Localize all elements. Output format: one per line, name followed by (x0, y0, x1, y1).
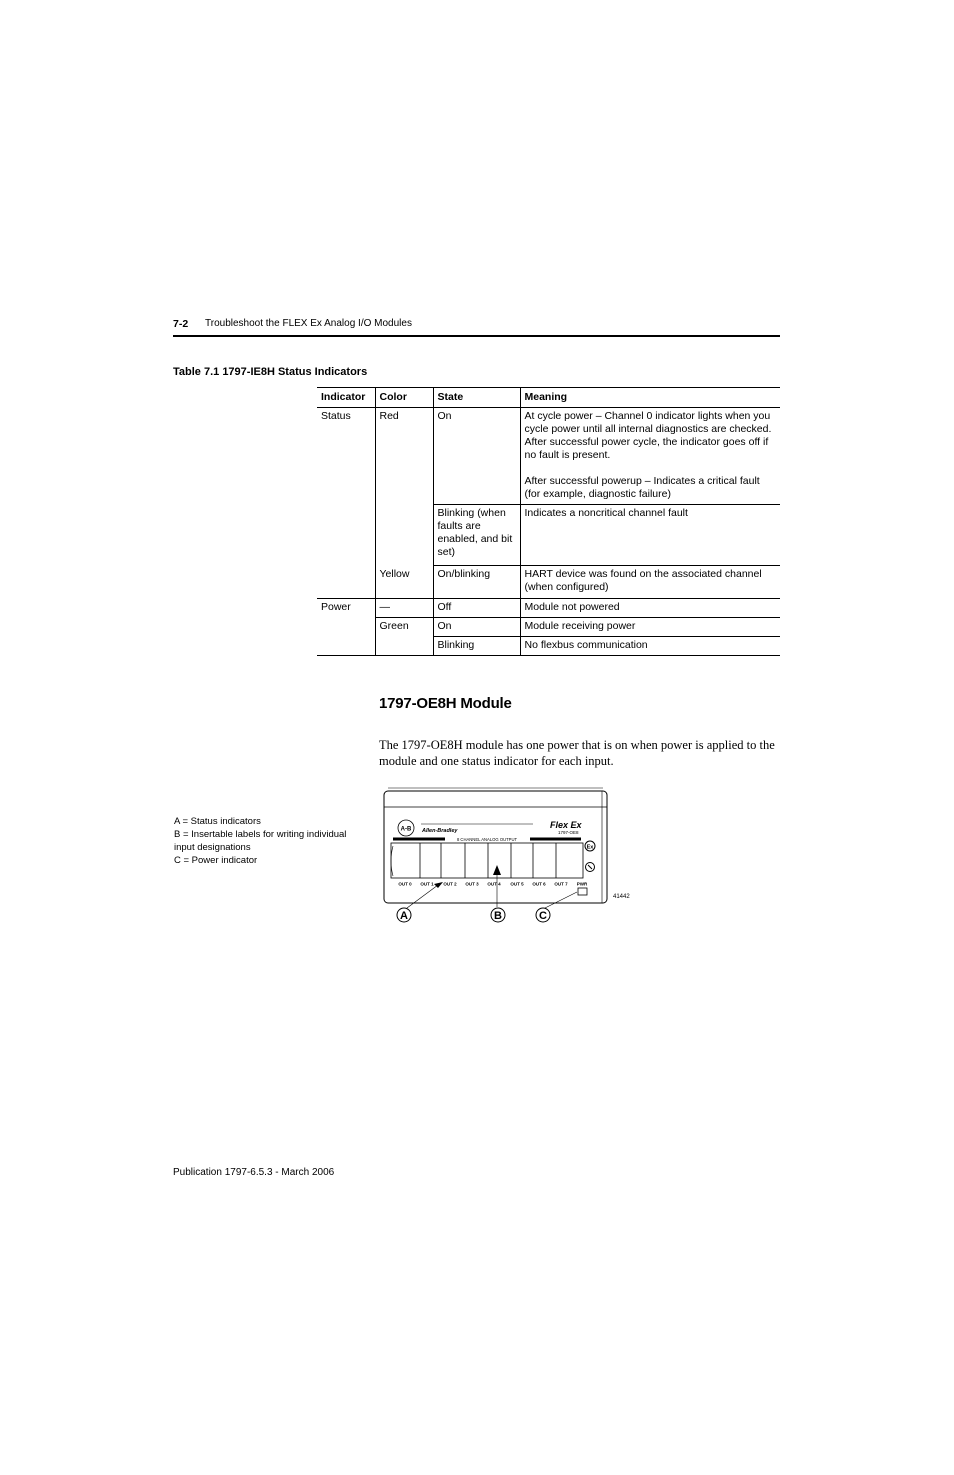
table-header-row (317, 388, 780, 408)
status-indicators-table (317, 387, 780, 656)
svg-text:A: A (400, 910, 408, 922)
page-number: 7-2 (173, 318, 189, 330)
channel-label: OUT 7 (554, 881, 568, 887)
state-cell: On/blinking (433, 566, 520, 599)
chapter-title: Troubleshoot the FLEX Ex Analog I/O Modules (205, 318, 412, 329)
meaning-cell: HART device was found on the associated channel (when configured) (520, 566, 780, 599)
channel-label: OUT 5 (510, 881, 524, 887)
svg-text:C: C (539, 910, 547, 922)
callout-b (491, 908, 505, 922)
publication-footer: Publication 1797-6.5.3 - March 2006 (173, 1167, 335, 1178)
channel-label: OUT 4 (487, 881, 501, 887)
color-cell: — (375, 599, 433, 618)
meaning-cell: Indicates a noncritical channel fault (520, 505, 780, 566)
catalog-number: 1797-OE8 (558, 830, 579, 835)
meaning-text: At cycle power – Channel 0 indicator lights when you cycle power until all internal diagnostics are checked. After successful power cycle, the indicator goes off if no fault is present. (524, 410, 772, 461)
state-cell: On (433, 408, 520, 505)
section-heading: 1797-OE8H Module (379, 695, 512, 712)
channel-label: OUT 0 (398, 881, 412, 887)
channel-label: OUT 6 (532, 881, 546, 887)
module-figure (383, 786, 643, 931)
table-row (317, 618, 780, 637)
callout-a (397, 908, 411, 922)
brand-text: Allen-Bradley (422, 828, 458, 834)
legend-item: A = Status indicators (174, 816, 261, 827)
brand-badge-text: A-B (400, 826, 412, 833)
column-header: Indicator (317, 388, 375, 408)
table-caption: Table 7.1 1797-IE8H Status Indicators (173, 366, 368, 378)
meaning-cell: No flexbus communication (520, 637, 780, 656)
state-cell: Blinking (433, 637, 520, 656)
state-cell: On (433, 618, 520, 637)
header-rule (173, 335, 780, 337)
callout-c (536, 908, 550, 922)
figure-legend (174, 815, 369, 867)
meaning-cell: Module receiving power (520, 618, 780, 637)
state-cell: Blinking (when faults are enabled, and bit set) (433, 505, 520, 566)
legend-item: C = Power indicator (174, 855, 258, 866)
table-row (317, 408, 780, 505)
state-cell: Off (433, 599, 520, 618)
color-cell: Red (375, 408, 433, 566)
channel-label: OUT 2 (443, 881, 457, 887)
section-body: The 1797-OE8H module has one power that is on when power is applied to the module and one status indicator for each input. (379, 738, 775, 768)
meaning-cell (520, 408, 780, 505)
channel-label: OUT 3 (465, 881, 479, 887)
module-title: 8 CHANNEL ANALOG OUTPUT (456, 837, 518, 842)
svg-text:B: B (494, 910, 502, 922)
column-header: Color (375, 388, 433, 408)
table-row (317, 566, 780, 599)
power-label: PWR (576, 881, 588, 887)
color-cell: Yellow (375, 566, 433, 599)
table-row (317, 599, 780, 618)
meaning-text: After successful powerup – Indicates a critical fault (for example, diagnostic failure) (524, 475, 760, 500)
indicator-cell: Power (317, 599, 375, 656)
column-header: State (433, 388, 520, 408)
channel-label: OUT 1 (420, 881, 434, 887)
power-indicator-led (578, 888, 587, 895)
product-logo: Flex Ex (550, 820, 582, 830)
svg-text:Ex: Ex (586, 844, 594, 851)
column-header: Meaning (520, 388, 780, 408)
meaning-cell: Module not powered (520, 599, 780, 618)
figure-number: 41442 (613, 894, 630, 900)
indicator-cell: Status (317, 408, 375, 599)
color-cell: Green (375, 618, 433, 656)
legend-item: B = Insertable labels for writing individual input designations (174, 829, 347, 853)
